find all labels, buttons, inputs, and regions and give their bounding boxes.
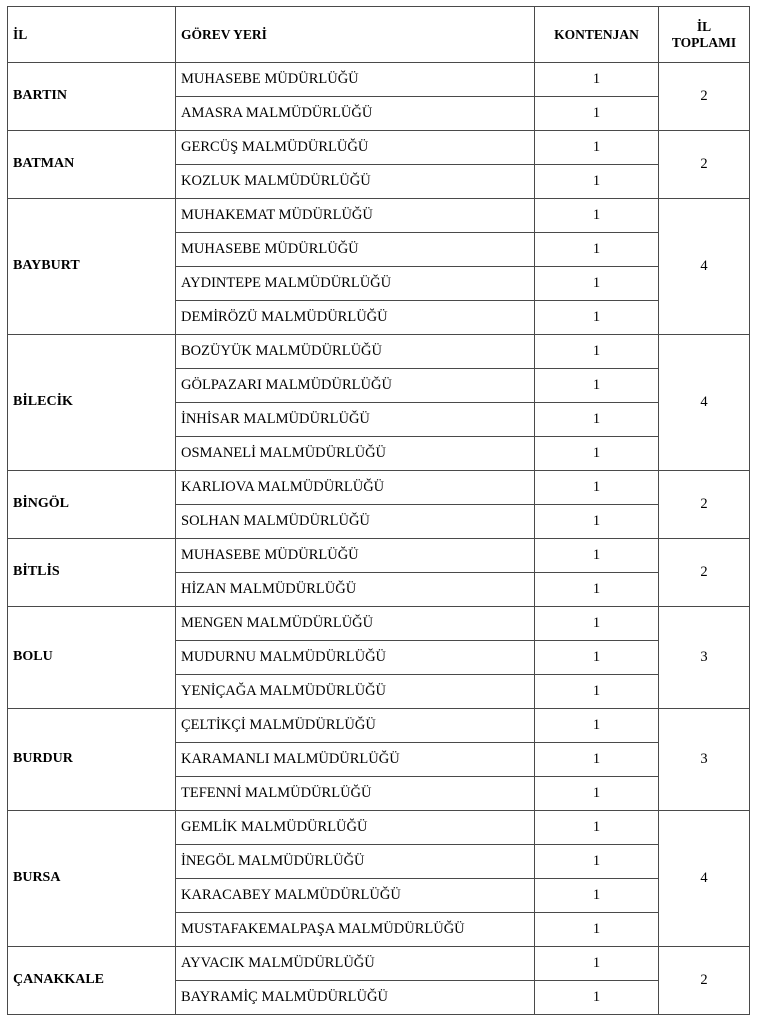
quota-cell: 1 <box>535 437 659 471</box>
province-name-cell: BOLU <box>8 607 176 709</box>
header-row <box>8 7 750 63</box>
duty-place-cell: SOLHAN MALMÜDÜRLÜĞÜ <box>176 505 535 539</box>
quota-cell: 1 <box>535 403 659 437</box>
duty-place-cell: TEFENNİ MALMÜDÜRLÜĞÜ <box>176 777 535 811</box>
province-total-cell: 2 <box>659 947 750 1015</box>
province-total-cell: 4 <box>659 811 750 947</box>
quota-cell: 1 <box>535 743 659 777</box>
quota-cell: 1 <box>535 301 659 335</box>
province-name-cell: BURSA <box>8 811 176 947</box>
table-row <box>8 199 750 233</box>
duty-place-cell: KARAMANLI MALMÜDÜRLÜĞÜ <box>176 743 535 777</box>
province-total-cell: 4 <box>659 335 750 471</box>
duty-place-cell: OSMANELİ MALMÜDÜRLÜĞÜ <box>176 437 535 471</box>
duty-place-cell: DEMİRÖZÜ MALMÜDÜRLÜĞÜ <box>176 301 535 335</box>
duty-place-cell: YENİÇAĞA MALMÜDÜRLÜĞÜ <box>176 675 535 709</box>
quota-cell: 1 <box>535 607 659 641</box>
table-row <box>8 63 750 97</box>
quota-cell: 1 <box>535 369 659 403</box>
table-header <box>8 7 750 63</box>
table-row <box>8 539 750 573</box>
province-total-cell: 3 <box>659 607 750 709</box>
quota-cell: 1 <box>535 267 659 301</box>
table-row <box>8 335 750 369</box>
quota-cell: 1 <box>535 573 659 607</box>
quota-cell: 1 <box>535 947 659 981</box>
quota-cell: 1 <box>535 675 659 709</box>
duty-place-cell: MUHASEBE MÜDÜRLÜĞÜ <box>176 233 535 267</box>
quota-cell: 1 <box>535 97 659 131</box>
duty-place-cell: BOZÜYÜK MALMÜDÜRLÜĞÜ <box>176 335 535 369</box>
duty-place-cell: HİZAN MALMÜDÜRLÜĞÜ <box>176 573 535 607</box>
quota-cell: 1 <box>535 335 659 369</box>
quota-cell: 1 <box>535 811 659 845</box>
province-name-cell: BARTIN <box>8 63 176 131</box>
province-name-cell: BİNGÖL <box>8 471 176 539</box>
duty-place-cell: GERCÜŞ MALMÜDÜRLÜĞÜ <box>176 131 535 165</box>
duty-place-cell: GEMLİK MALMÜDÜRLÜĞÜ <box>176 811 535 845</box>
header-il-toplami <box>659 7 750 63</box>
quota-cell: 1 <box>535 981 659 1015</box>
duty-place-cell: KOZLUK MALMÜDÜRLÜĞÜ <box>176 165 535 199</box>
table-row <box>8 947 750 981</box>
duty-place-cell: İNEGÖL MALMÜDÜRLÜĞÜ <box>176 845 535 879</box>
quota-cell: 1 <box>535 913 659 947</box>
document-page <box>7 6 750 1015</box>
quota-cell: 1 <box>535 471 659 505</box>
header-il: İL <box>8 7 176 63</box>
header-gorev-yeri: GÖREV YERİ <box>176 7 535 63</box>
province-total-cell: 3 <box>659 709 750 811</box>
province-name-cell: BİTLİS <box>8 539 176 607</box>
province-name-cell: BAYBURT <box>8 199 176 335</box>
table-row <box>8 471 750 505</box>
duty-place-cell: BAYRAMİÇ MALMÜDÜRLÜĞÜ <box>176 981 535 1015</box>
quota-cell: 1 <box>535 539 659 573</box>
province-name-cell: ÇANAKKALE <box>8 947 176 1015</box>
province-total-cell: 2 <box>659 63 750 131</box>
header-il-toplami-line1: İL <box>696 18 712 34</box>
province-total-cell: 2 <box>659 471 750 539</box>
duty-place-cell: KARLIOVA MALMÜDÜRLÜĞÜ <box>176 471 535 505</box>
quota-table <box>7 6 750 1015</box>
province-name-cell: BATMAN <box>8 131 176 199</box>
quota-cell: 1 <box>535 63 659 97</box>
quota-cell: 1 <box>535 845 659 879</box>
quota-cell: 1 <box>535 131 659 165</box>
duty-place-cell: MENGEN MALMÜDÜRLÜĞÜ <box>176 607 535 641</box>
duty-place-cell: GÖLPAZARI MALMÜDÜRLÜĞÜ <box>176 369 535 403</box>
quota-cell: 1 <box>535 505 659 539</box>
duty-place-cell: KARACABEY MALMÜDÜRLÜĞÜ <box>176 879 535 913</box>
table-row <box>8 607 750 641</box>
duty-place-cell: ÇELTİKÇİ MALMÜDÜRLÜĞÜ <box>176 709 535 743</box>
table-row <box>8 709 750 743</box>
province-total-cell: 2 <box>659 539 750 607</box>
quota-cell: 1 <box>535 165 659 199</box>
table-row <box>8 811 750 845</box>
table-row <box>8 131 750 165</box>
province-total-cell: 4 <box>659 199 750 335</box>
duty-place-cell: AMASRA MALMÜDÜRLÜĞÜ <box>176 97 535 131</box>
duty-place-cell: MUSTAFAKEMALPAŞA MALMÜDÜRLÜĞÜ <box>176 913 535 947</box>
quota-cell: 1 <box>535 709 659 743</box>
quota-cell: 1 <box>535 199 659 233</box>
quota-cell: 1 <box>535 879 659 913</box>
header-kontenjan: KONTENJAN <box>535 7 659 63</box>
province-name-cell: BURDUR <box>8 709 176 811</box>
quota-cell: 1 <box>535 233 659 267</box>
province-total-cell: 2 <box>659 131 750 199</box>
duty-place-cell: MUHASEBE MÜDÜRLÜĞÜ <box>176 63 535 97</box>
duty-place-cell: MUHAKEMAT MÜDÜRLÜĞÜ <box>176 199 535 233</box>
province-name-cell: BİLECİK <box>8 335 176 471</box>
duty-place-cell: MUHASEBE MÜDÜRLÜĞÜ <box>176 539 535 573</box>
duty-place-cell: İNHİSAR MALMÜDÜRLÜĞÜ <box>176 403 535 437</box>
header-il-toplami-line2: TOPLAMI <box>671 34 737 50</box>
quota-cell: 1 <box>535 777 659 811</box>
quota-cell: 1 <box>535 641 659 675</box>
duty-place-cell: MUDURNU MALMÜDÜRLÜĞÜ <box>176 641 535 675</box>
duty-place-cell: AYDINTEPE MALMÜDÜRLÜĞÜ <box>176 267 535 301</box>
table-body <box>8 63 750 1015</box>
duty-place-cell: AYVACIK MALMÜDÜRLÜĞÜ <box>176 947 535 981</box>
